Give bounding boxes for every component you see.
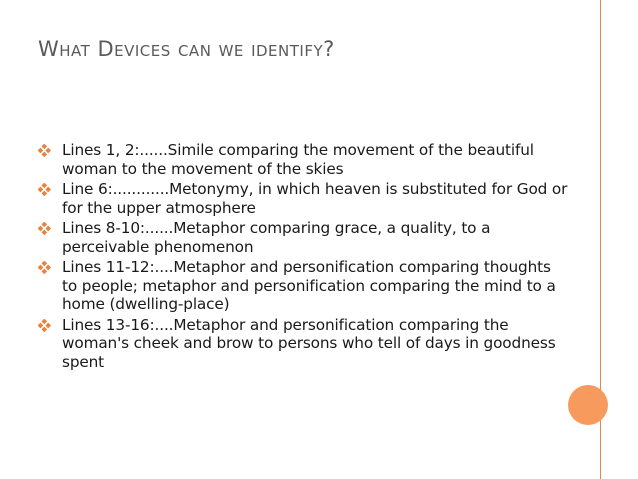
four-diamond-bullet-icon (38, 222, 51, 235)
bullet-item (38, 258, 568, 314)
bullet-item (38, 141, 568, 178)
bullet-text: Lines 8-10:......Metaphor comparing grace, a quality, to a perceivable phenomenon (62, 219, 491, 256)
bullet-text: Lines 11-12:....Metaphor and personification comparing thoughts to people; metaphor and personification comparing the mind to a home (dwelling-place) (62, 258, 556, 313)
orange-accent-circle (568, 385, 608, 425)
bullet-text: Lines 1, 2:......Simile comparing the movement of the beautiful woman to the movement of the skies (62, 141, 534, 178)
slide-title: What Devices can we identify? (38, 37, 335, 61)
bullet-list (38, 141, 568, 373)
four-diamond-bullet-icon (38, 261, 51, 274)
bullet-text: Lines 13-16:....Metaphor and personification comparing the woman's cheek and brow to persons who tell of days in goodness spent (62, 315, 556, 371)
four-diamond-bullet-icon (38, 183, 51, 196)
bullet-item (38, 219, 568, 256)
bullet-item (38, 180, 568, 217)
bullet-item (38, 316, 568, 372)
bullet-text: Line 6:............Metonymy, in which heaven is substituted for God or for the upper atmosphere (62, 180, 568, 217)
four-diamond-bullet-icon (38, 319, 51, 332)
four-diamond-bullet-icon (38, 144, 51, 157)
